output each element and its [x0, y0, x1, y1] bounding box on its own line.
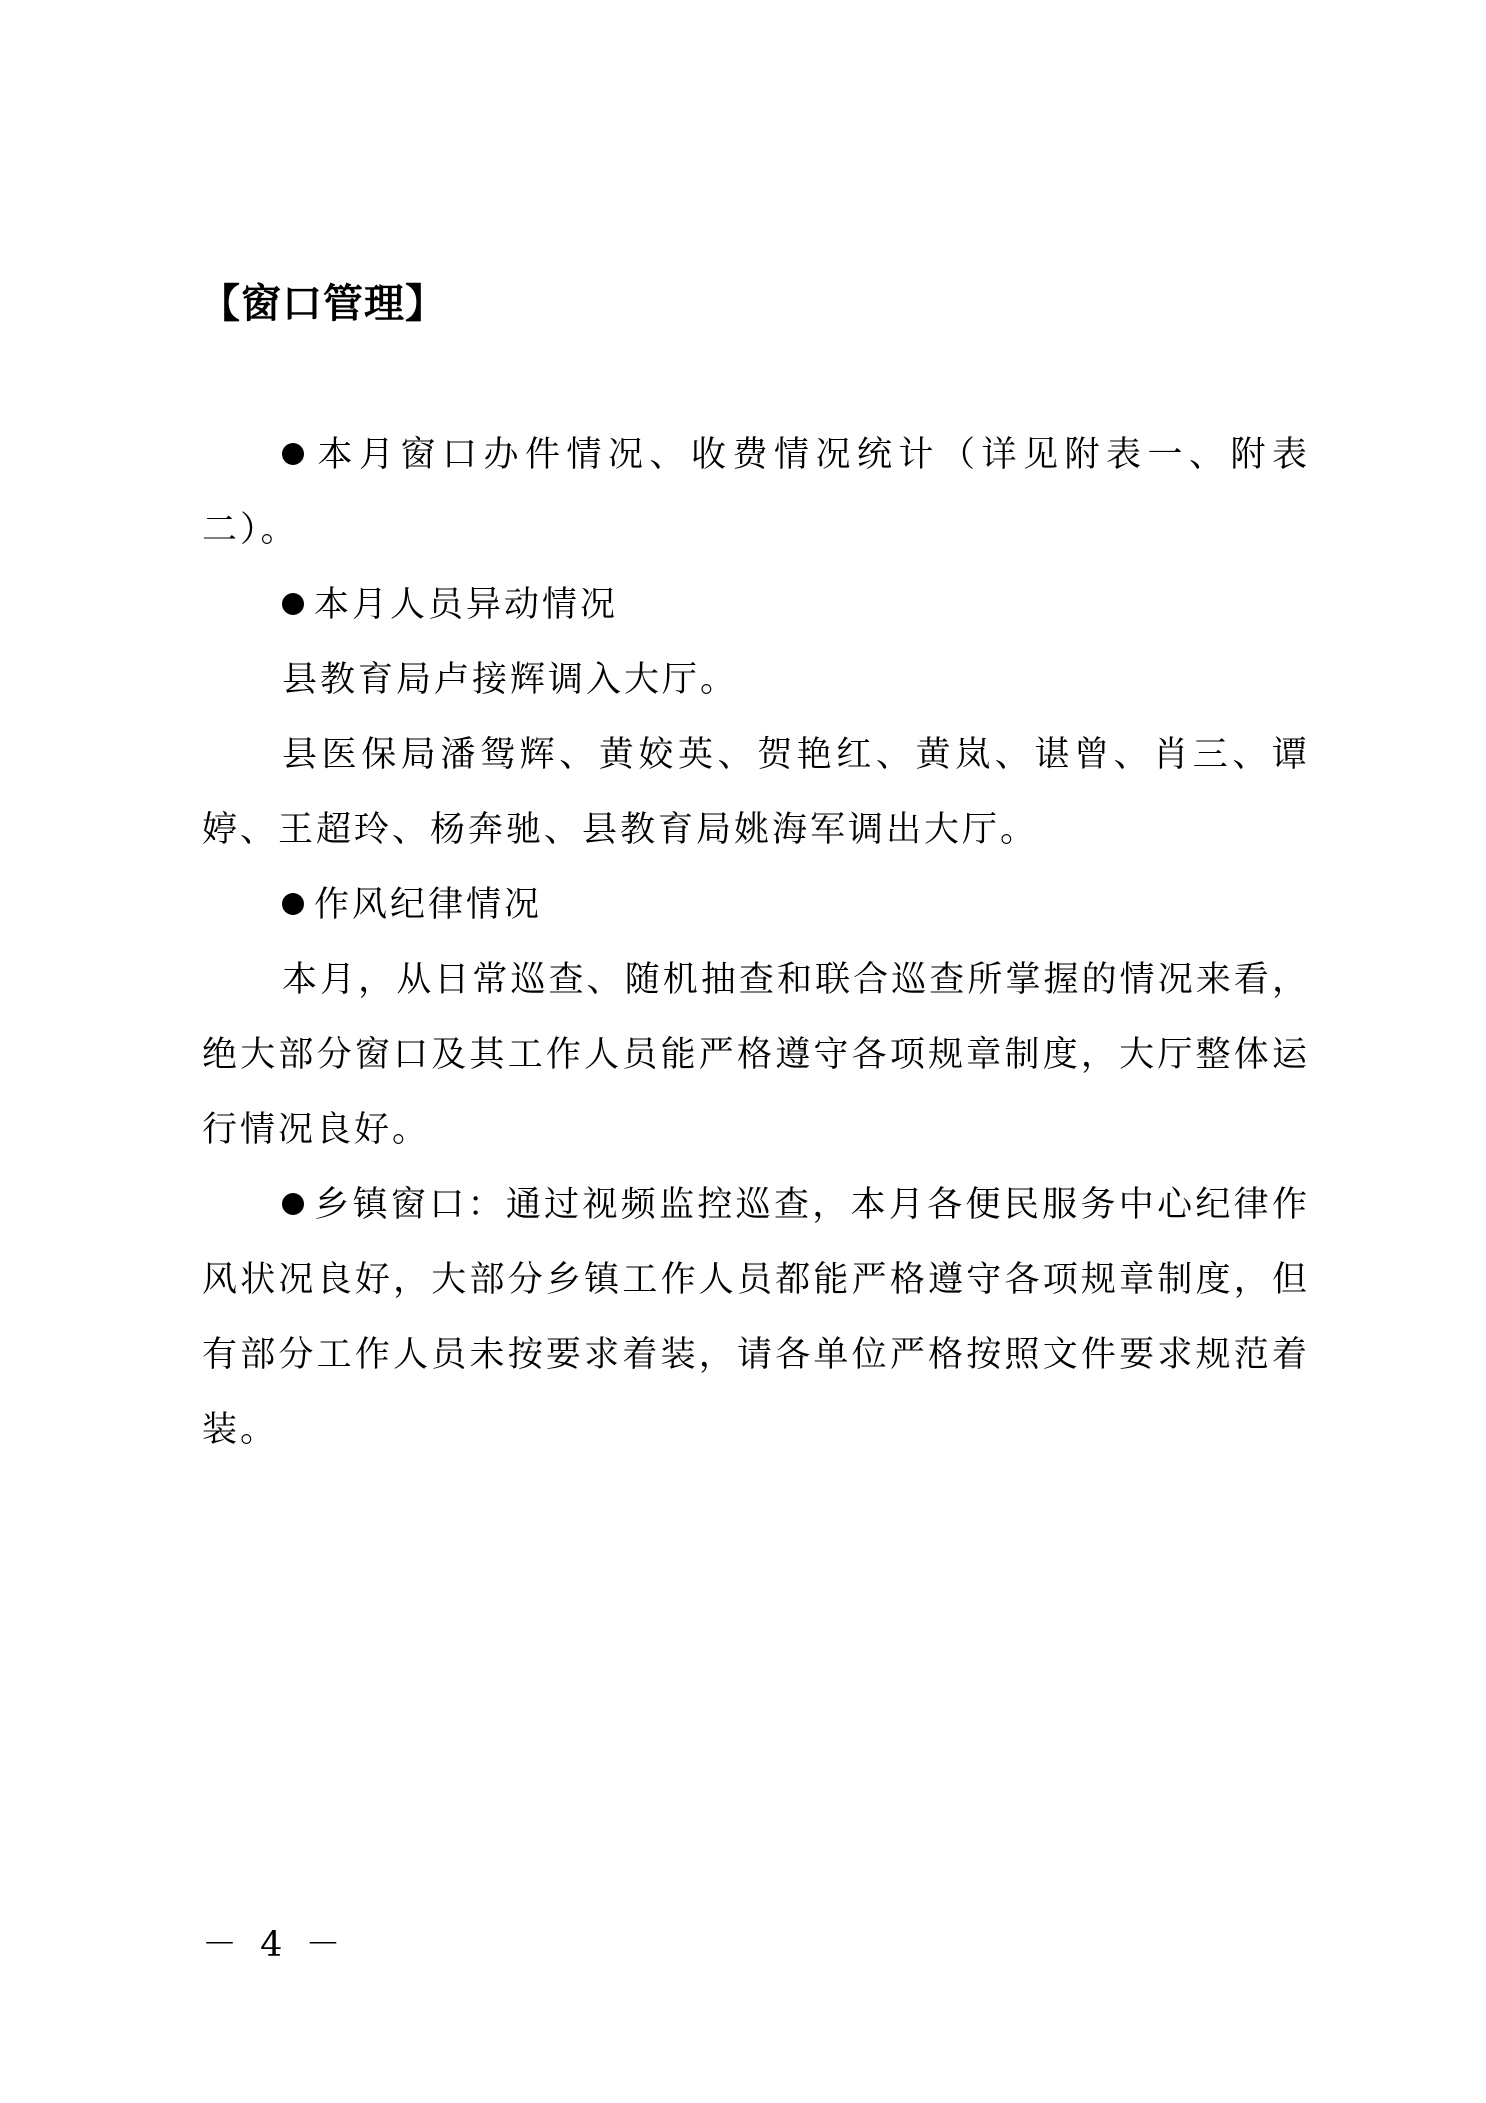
- bullet-text: 乡镇窗口：通过视频监控巡查，本月各便民服务中心纪律作风状况良好，大部分乡镇工作人员都能严格遵守各项规章制度，但有部分工作人员未按要求着装，请各单位严格按照文件要求规范着装。: [202, 1185, 1310, 1450]
- bullet-icon: [282, 593, 304, 615]
- section-1: [202, 418, 1310, 868]
- paragraph: 县医保局潘鸳辉、黄姣英、贺艳红、黄岚、谌曾、肖三、谭婷、王超玲、杨奔驰、县教育局姚海军调出大厅。: [202, 735, 1310, 850]
- bullet-text: 作风纪律情况: [314, 885, 543, 925]
- bullet-icon: [282, 893, 304, 915]
- paragraph: 本月，从日常巡查、随机抽查和联合巡查所掌握的情况来看，绝大部分窗口及其工作人员能严格遵守各项规章制度，大厅整体运行情况良好。: [202, 960, 1310, 1150]
- bullet-item: [202, 418, 1310, 568]
- bullet-icon: [282, 1193, 304, 1215]
- bullet-text: 本月人员异动情况: [314, 585, 619, 625]
- page-number: － 4 －: [202, 1925, 347, 1965]
- bullet-item: [202, 868, 1310, 943]
- bullet-icon: [282, 443, 304, 465]
- bullet-item: [202, 1168, 1310, 1468]
- section-heading: 【窗口管理】: [200, 281, 446, 327]
- section-2: [202, 868, 1310, 1468]
- bullet-text: 本月窗口办件情况、收费情况统计（详见附表一、附表二）。: [202, 435, 1310, 550]
- bullet-item: [202, 568, 1310, 643]
- paragraph: 县教育局卢接辉调入大厅。: [282, 660, 739, 700]
